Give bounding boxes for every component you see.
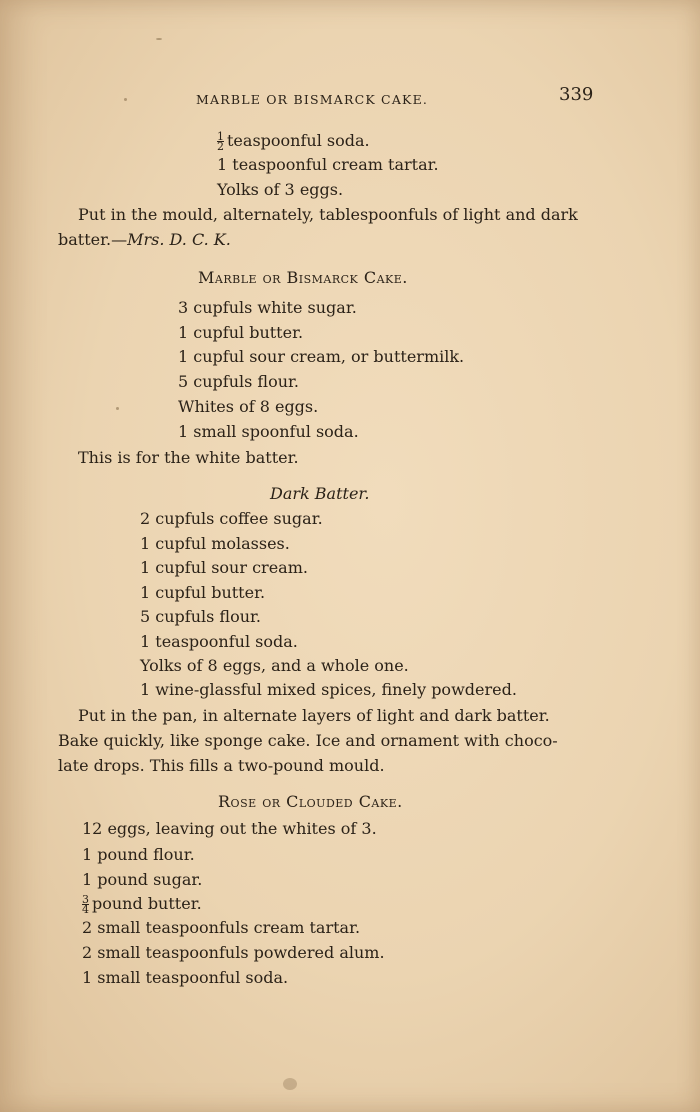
ingredient-line: 1 cupful sour cream, or buttermilk. bbox=[178, 347, 465, 366]
ingredient-line: 2 small teaspoonfuls powdered alum. bbox=[82, 943, 385, 962]
ingredient-line: 5 cupfuls flour. bbox=[140, 607, 261, 626]
ingredient-line: 5 cupfuls flour. bbox=[178, 372, 299, 391]
ingredient-line: 3 cupfuls white sugar. bbox=[178, 298, 357, 317]
ingredient-line: Yolks of 8 eggs, and a whole one. bbox=[140, 656, 409, 675]
running-header: MARBLE OR BISMARCK CAKE. bbox=[196, 92, 429, 107]
ingredient-line: 1 cupful molasses. bbox=[140, 534, 290, 553]
ingredient-line: 1 pound sugar. bbox=[82, 870, 203, 889]
ingredient-line: 1 pound flour. bbox=[82, 845, 195, 864]
ingredient-line: 1 small spoonful soda. bbox=[178, 422, 359, 441]
instruction-line: late drops. This fills a two-pound mould. bbox=[58, 756, 385, 775]
ingredient-line: 2 cupfuls coffee sugar. bbox=[140, 509, 323, 528]
ingredient-line: Whites of 8 eggs. bbox=[178, 397, 319, 416]
ingredient-line: $\frac{1}{2}$ teaspoonful soda. bbox=[217, 130, 370, 153]
ingredient-line: 1 teaspoonful cream tartar. bbox=[217, 155, 439, 174]
ingredient-line: 1 cupful butter. bbox=[178, 323, 304, 342]
recipe-note: This is for the white batter. bbox=[78, 448, 299, 467]
fraction: $\frac{3}{4}$ bbox=[82, 893, 89, 916]
recipe-title: Marble or Bismarck Cake. bbox=[198, 268, 408, 287]
ingredient-line: 1 teaspoonful soda. bbox=[140, 632, 298, 651]
section-title: Dark Batter. bbox=[270, 484, 370, 503]
ingredient-line: 2 small teaspoonfuls cream tartar. bbox=[82, 918, 361, 937]
instruction-line: Put in the pan, in alternate layers of light and dark batter. bbox=[78, 706, 550, 725]
fraction: $\frac{1}{2}$ bbox=[217, 130, 224, 153]
ingredient-line: Yolks of 3 eggs. bbox=[217, 180, 344, 199]
page-number: 339 bbox=[559, 84, 594, 105]
ingredient-line: 12 eggs, leaving out the whites of 3. bbox=[82, 819, 377, 838]
ingredient-line: 1 wine-glassful mixed spices, finely powdered. bbox=[140, 680, 517, 699]
ingredient-line: 1 cupful sour cream. bbox=[140, 558, 308, 577]
paper-speck bbox=[156, 38, 162, 40]
attribution: Mrs. D. C. K. bbox=[127, 230, 231, 249]
paper-speck bbox=[116, 407, 119, 410]
paper-speck bbox=[283, 1078, 297, 1090]
instruction-line: batter.—Mrs. D. C. K. bbox=[58, 230, 231, 249]
instruction-line: Bake quickly, like sponge cake. Ice and ornament with choco- bbox=[58, 731, 558, 750]
recipe-title: Rose or Clouded Cake. bbox=[218, 792, 403, 811]
ingredient-line: 1 small teaspoonful soda. bbox=[82, 968, 289, 987]
ingredient-line: $\frac{3}{4}$ pound butter. bbox=[82, 893, 202, 916]
paper-speck bbox=[124, 98, 127, 101]
instruction-line: Put in the mould, alternately, tablespoonfuls of light and dark bbox=[78, 205, 578, 224]
ingredient-line: 1 cupful butter. bbox=[140, 583, 266, 602]
